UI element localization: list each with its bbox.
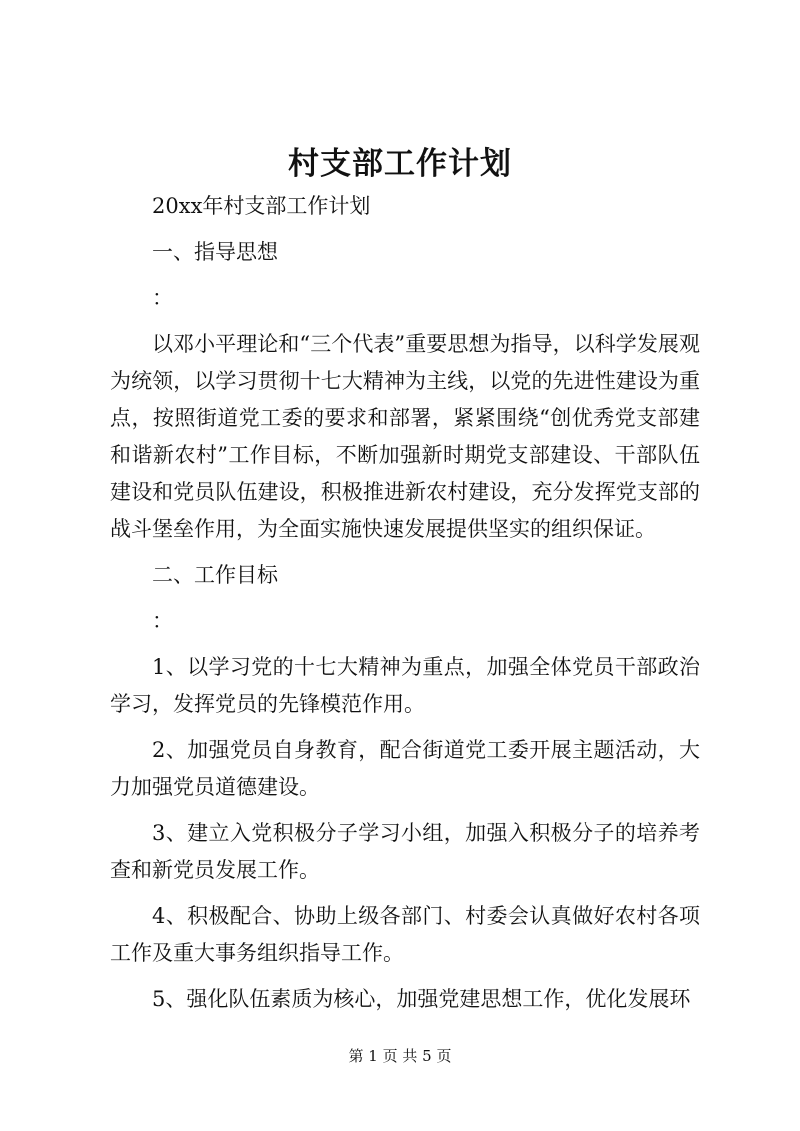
colon-line: ：: [152, 286, 173, 310]
body-paragraph: 以邓小平理论和“三个代表”重要思想为指导，以科学发展观为统领，以学习贯彻十七大精神为主线，以党的先进性建设为重点，按照街道党工委的要求和部署，紧紧围绕“创优秀党支部建和谐新农村”工作目标，不断加强新时期党支部建设、干部队伍建设和党员队伍建设，积极推进新农村建设，充分发挥党支部的战斗堡垒作用，为全面实施快速发展提供坚实的组织保证。: [110, 332, 700, 541]
goal-item-4: 4、积极配合、协助上级各部门、村委会认真做好农村各项工作及重大事务组织指导工作。: [110, 904, 700, 965]
goal-item-5: 5、强化队伍素质为核心，加强党建思想工作，优化发展环: [152, 987, 691, 1011]
goal-item-1: 1、以学习党的十七大精神为重点，加强全体党员干部政治学习，发挥党员的先锋模范作用。: [110, 655, 700, 716]
document-body: [110, 188, 700, 1027]
document-title: 村支部工作计划: [288, 146, 512, 182]
section-heading-guiding-thought: 一、指导思想: [152, 240, 278, 264]
section-heading-work-goals: 二、工作目标: [152, 563, 278, 587]
goal-item-2: 2、加强党员自身教育，配合街道党工委开展主题活动，大力加强党员道德建设。: [110, 738, 700, 799]
subtitle-paragraph: 20xx年村支部工作计划: [152, 194, 371, 218]
page-number-footer: 第 1 页 共 5 页: [348, 1047, 452, 1065]
goal-item-3: 3、建立入党积极分子学习小组，加强入积极分子的培养考查和新党员发展工作。: [110, 821, 700, 882]
colon-line: ：: [152, 609, 173, 633]
